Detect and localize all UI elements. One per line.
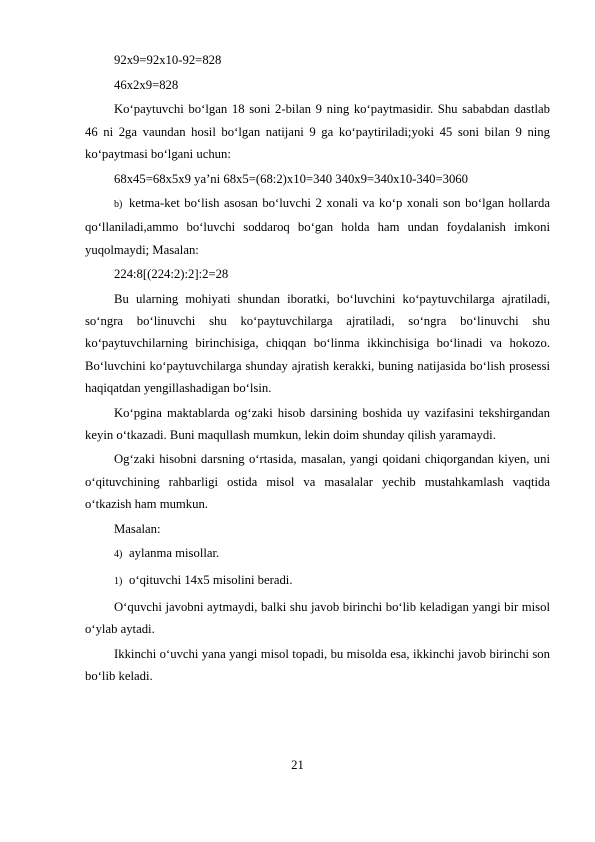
list-item — [85, 542, 550, 566]
page-number: 21 — [291, 758, 304, 772]
paragraph-label: Masalan: — [114, 521, 161, 536]
equation-line: 46x2x9=828 — [114, 77, 179, 92]
paragraph: Ko‘pgina maktablarda og‘zaki hisob darsining boshida uy vazifasini tekshirgandan keyin o‘tkazadi. Buni maqullash mumkun, lekin doim shunday qilish yaramaydi. — [85, 405, 550, 442]
list-marker: 4) — [114, 549, 123, 561]
equation-line: 68x45=68x5x9 ya’ni 68x5=(68:2)x10=340 340x9=340x10-340=3060 — [114, 171, 468, 186]
paragraph: Ko‘paytuvchi bo‘lgan 18 soni 2-bilan 9 ning ko‘paytmasidir. Shu sababdan dastlab 46 ni 2ga vaundan hosil bo‘lgan natijani 9 ga ko‘paytiriladi;yoki 45 soni bilan 9 ning ko‘paytmasi bo‘lgani uchun: — [85, 102, 550, 161]
equation-line: 92x9=92x10-92=828 — [114, 53, 222, 67]
list-paragraph — [85, 192, 550, 261]
document-page — [85, 49, 550, 689]
list-item — [85, 569, 550, 593]
paragraph: Og‘zaki hisobni darsning o‘rtasida, masalan, yangi qoidani chiqorgandan kiyen, uni o‘qituvchining rahbarligi ostida misol va masalalar yechib mustahkamlash vaqtida o‘tkazish ham mumkun. — [85, 452, 550, 511]
paragraph: Ikkinchi o‘uvchi yana yangi misol topadi, bu misolda esa, ikkinchi javob birinchi son bo‘lib keladi. — [85, 646, 550, 683]
list-marker: 1) — [114, 575, 123, 587]
equation-line: 224:8[(224:2):2]:2=28 — [114, 267, 229, 282]
list-item-text: o‘qituvchi 14x5 misolini beradi. — [129, 572, 293, 587]
list-marker: b) — [114, 199, 123, 211]
paragraph: Bu ularning mohiyati shundan iboratki, bo‘luvchini ko‘paytuvchilarga ajratiladi, so‘ngra bo‘linuvchi shu ko‘paytuvchilarga ajratiladi, so‘ngra bo‘linuvchi shu ko‘paytuvchilarning birinchisiga, chiqqan bo‘linma ikkinchisiga bo‘linadi va hokozo. Bo‘luvchini ko‘paytuvchilarga shunday ajratish kerakki, buning natijasida bo‘lish prosessi haqiqatdan yengillashadigan bo‘lsin. — [85, 292, 550, 395]
paragraph: O‘quvchi javobni aytmaydi, balki shu javob birinchi bo‘lib keladigan yangi bir misol o‘ylab aytadi. — [85, 599, 550, 636]
list-paragraph-text: ketma-ket bo‘lish asosan bo‘luvchi 2 xonali va ko‘p xonali son bo‘lgan hollarda qo‘llaniladi,ammo bo‘luvchi soddaroq bo‘gan holda ham undan foydalanish imkoni yuqolmaydi; Masalan: — [85, 196, 550, 257]
list-item-text: aylanma misollar. — [129, 546, 220, 561]
